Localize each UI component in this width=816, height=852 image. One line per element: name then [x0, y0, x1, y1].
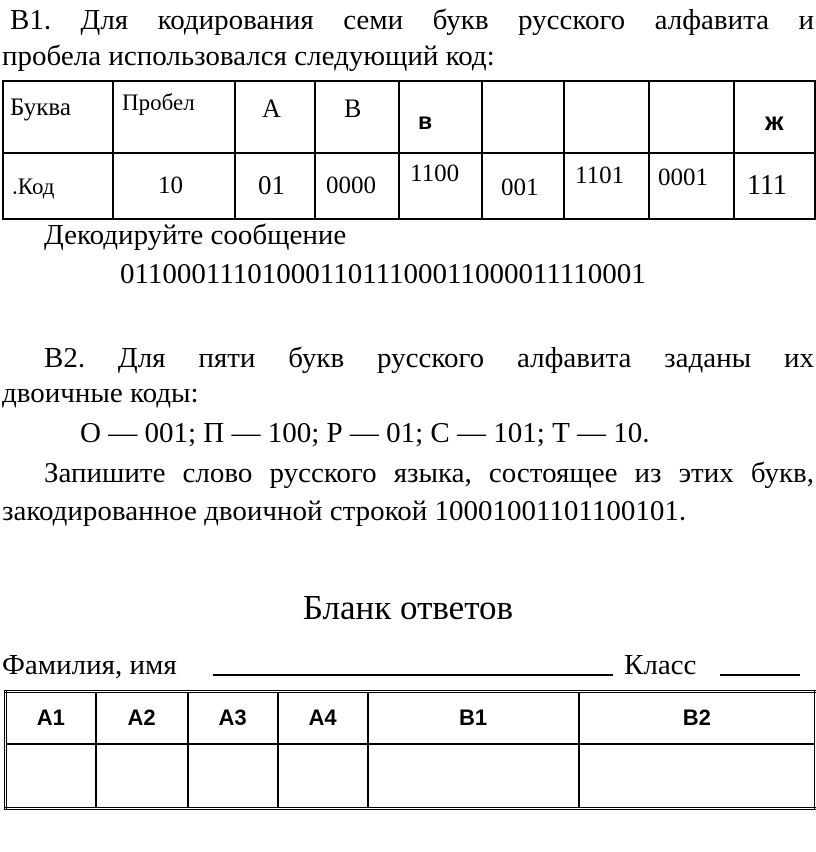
- code-cell: [235, 153, 315, 219]
- letter-value: А: [262, 94, 281, 123]
- b1-intro-line1: В1. Для кодирования семи букв русского алфавита и: [10, 4, 814, 36]
- answer-form-title: Бланк ответов: [302, 588, 514, 627]
- letter-cell: [649, 81, 734, 153]
- code-cell: [564, 153, 649, 219]
- code-cell: [315, 153, 399, 219]
- b1-message: 0110001110100011011100011000011110001: [120, 258, 646, 290]
- answer-cell-a2[interactable]: [96, 744, 188, 809]
- answer-header-b1: В1: [368, 692, 579, 745]
- b2-line2: двоичные коды:: [2, 377, 199, 409]
- letter-cell: [564, 81, 649, 153]
- answer-header-a4: А4: [278, 692, 368, 745]
- answer-header-a2: А2: [96, 692, 188, 745]
- letter-cell: [315, 81, 399, 153]
- code-cell: [113, 153, 235, 219]
- code-value: 001: [501, 174, 539, 201]
- name-label: Фамилия, имя: [2, 649, 177, 681]
- code-cell: [482, 153, 564, 219]
- letter-header: Буква: [10, 94, 71, 121]
- code-header-cell: [3, 153, 113, 219]
- b1-task: Декодируйте сообщение: [44, 219, 347, 251]
- code-value: 10: [158, 172, 183, 199]
- code-value: 0000: [326, 172, 376, 199]
- letter-value: В: [344, 94, 362, 123]
- code-value: 1100: [410, 160, 460, 187]
- answer-cell-a1[interactable]: [6, 744, 96, 809]
- code-value: 0001: [658, 164, 708, 191]
- answer-cell-a4[interactable]: [278, 744, 368, 809]
- answer-header-a1: А1: [6, 692, 96, 745]
- class-field[interactable]: [720, 674, 800, 676]
- code-header: .Код: [12, 174, 55, 199]
- letter-value: ж: [765, 106, 784, 136]
- letter-cell: [399, 81, 482, 153]
- answer-cell-a3[interactable]: [188, 744, 278, 809]
- code-cell: [649, 153, 734, 219]
- b1-intro-line2: пробела использовался следующий код:: [2, 40, 495, 72]
- answer-cell-b2[interactable]: [579, 744, 816, 809]
- code-table: [2, 80, 816, 220]
- code-cell: [399, 153, 482, 219]
- answer-header-b2: В2: [579, 692, 816, 745]
- code-value: 01: [258, 170, 285, 200]
- name-field[interactable]: [213, 674, 613, 676]
- answer-header-a3: А3: [188, 692, 278, 745]
- answer-input-row: [6, 744, 816, 809]
- b2-task-line2: закодированное двоичной строкой 10001001101100101.: [2, 495, 687, 527]
- answer-table: [4, 690, 816, 810]
- letter-cell: [113, 81, 235, 153]
- code-cell: [734, 153, 815, 219]
- letter-value: в: [418, 108, 433, 134]
- letters-row: [3, 81, 815, 153]
- class-label: Класс: [624, 649, 697, 681]
- b2-line1: В2. Для пяти букв русского алфавита заданы их: [44, 342, 814, 374]
- letter-value: Пробел: [122, 90, 195, 115]
- answer-header-row: [6, 692, 816, 745]
- letter-header-cell: [3, 81, 113, 153]
- letter-cell: [482, 81, 564, 153]
- code-value: 1101: [575, 162, 625, 189]
- b2-task-line1: Запишите слово русского языка, состоящее из этих букв,: [44, 457, 814, 489]
- b2-codes: О — 001; П — 100; Р — 01; С — 101; Т — 10.: [80, 417, 650, 449]
- code-value: 111: [747, 170, 787, 201]
- codes-row: [3, 153, 815, 219]
- letter-cell: [734, 81, 815, 153]
- answer-cell-b1[interactable]: [368, 744, 579, 809]
- letter-cell: [235, 81, 315, 153]
